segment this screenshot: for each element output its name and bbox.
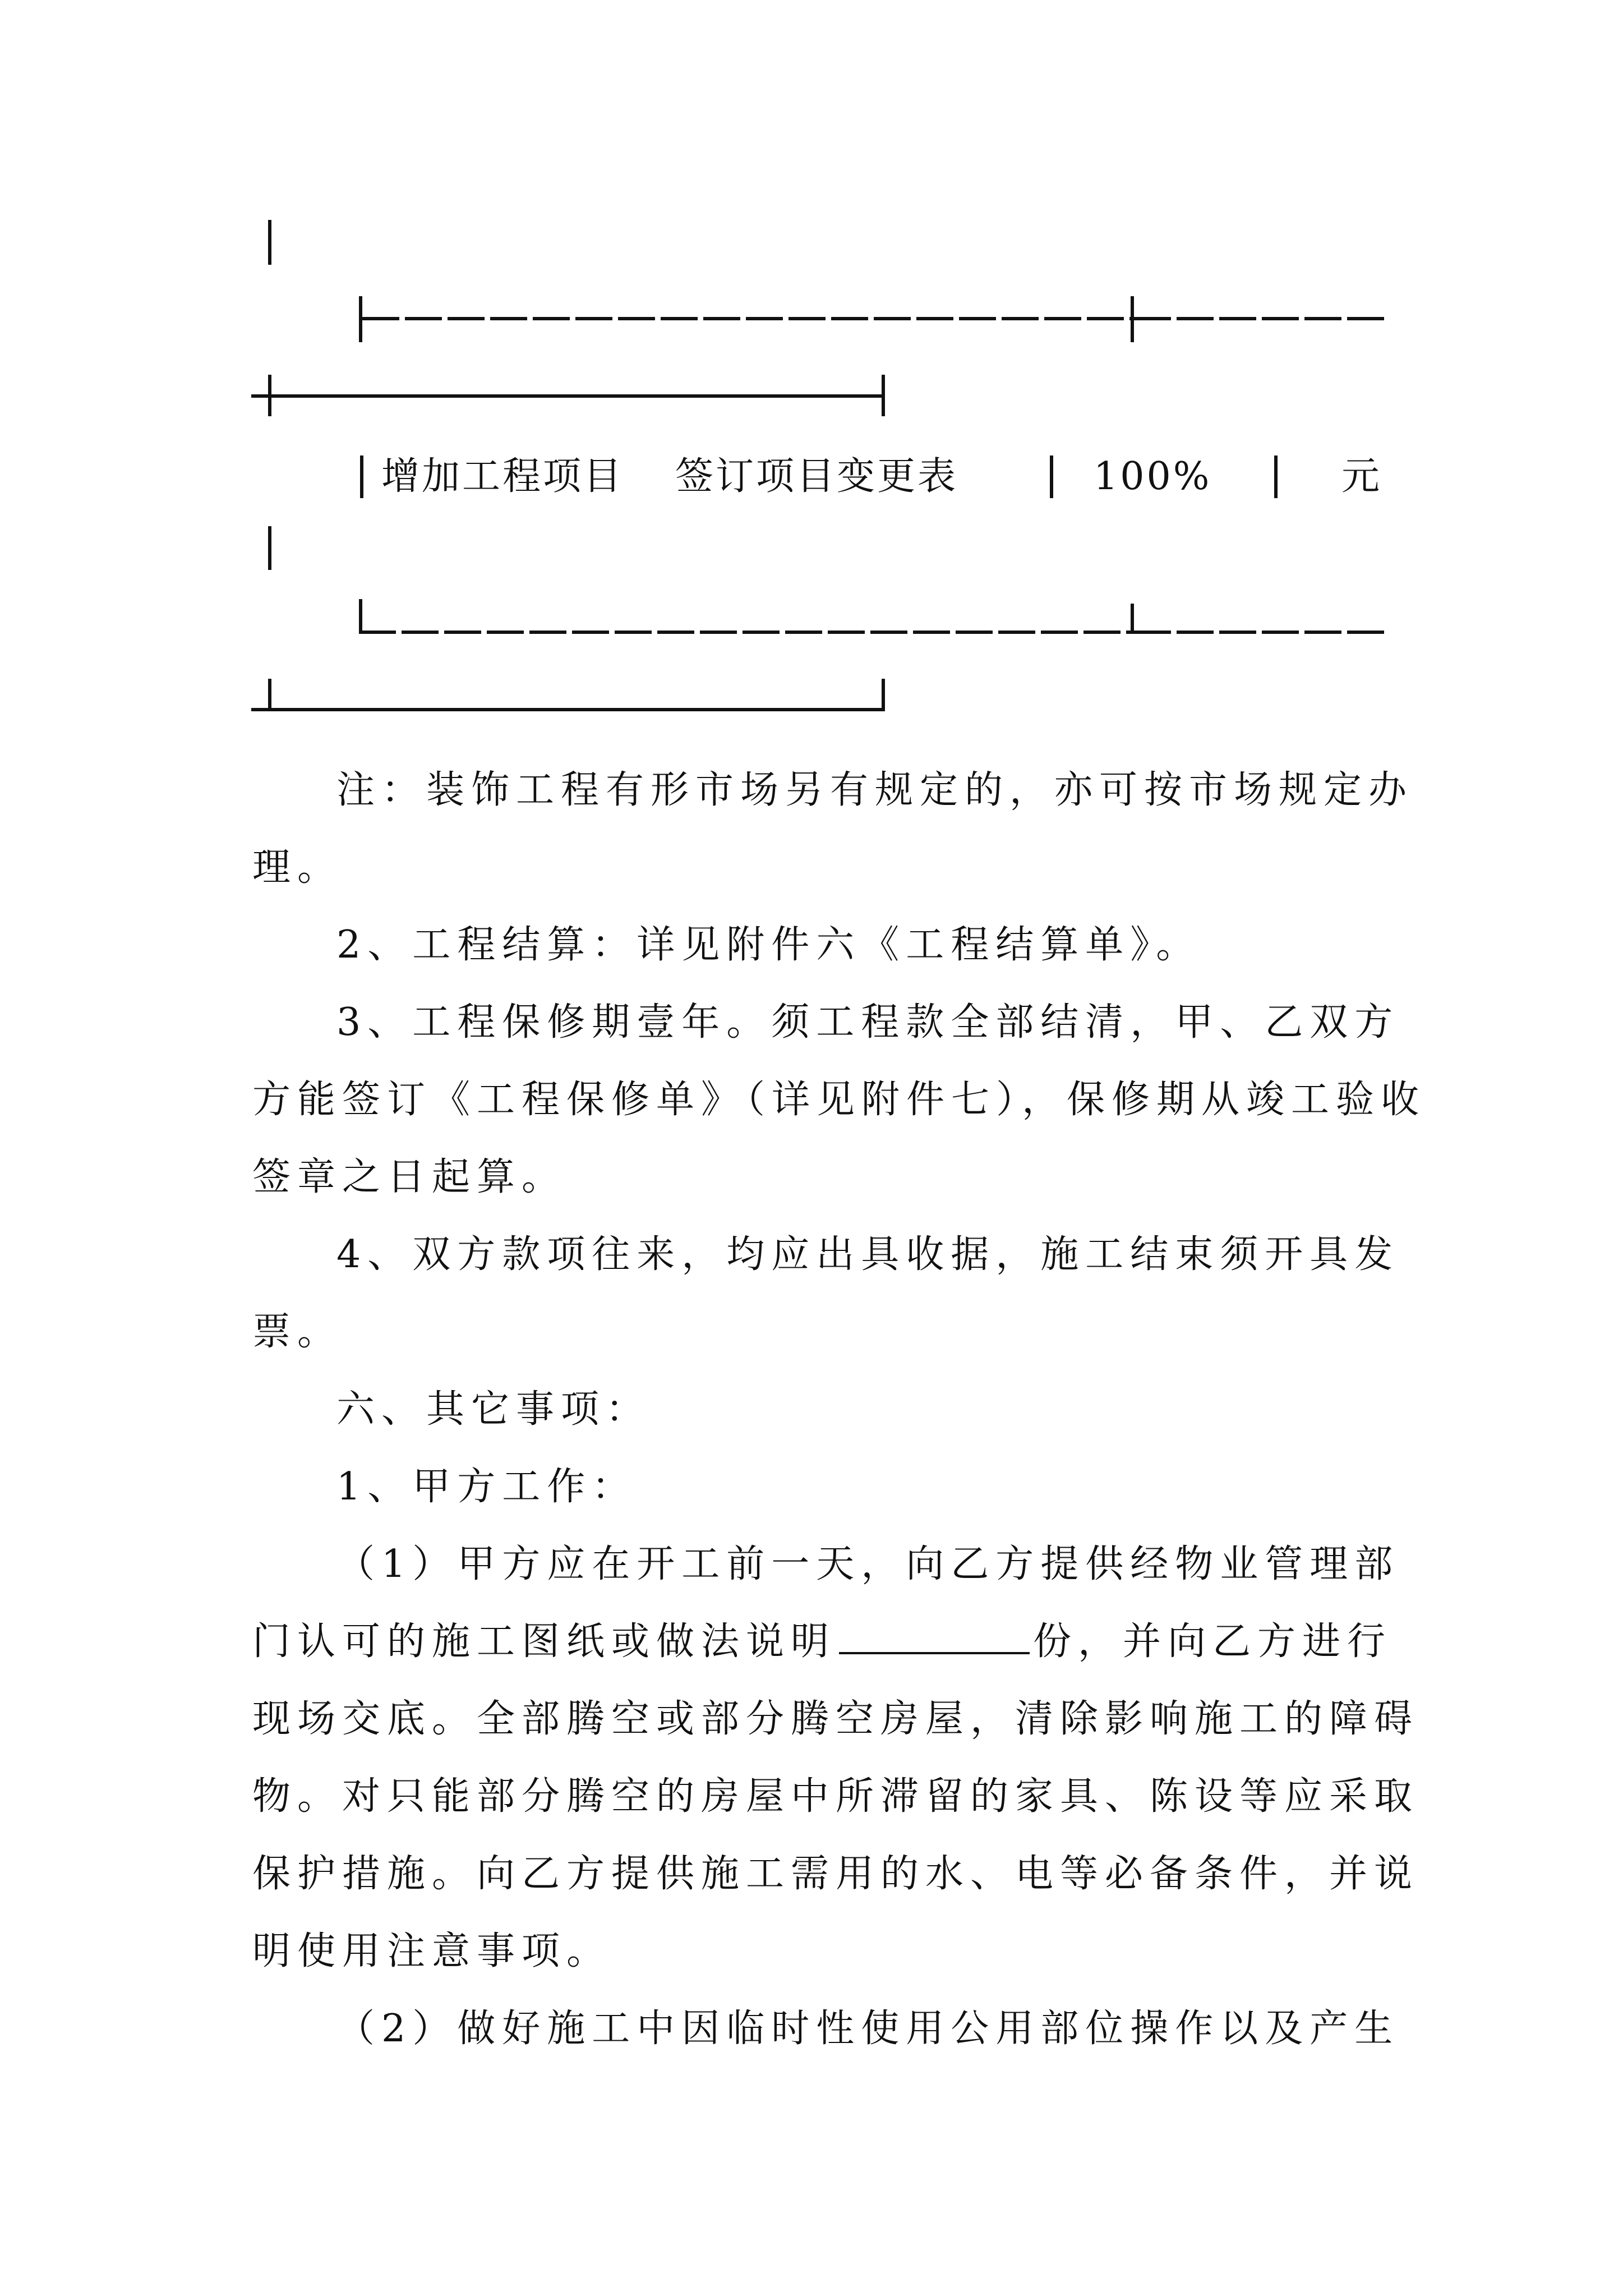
table-cell-border xyxy=(360,455,363,498)
paragraph-payments-2: 票。 xyxy=(252,1310,343,1354)
table-cell-item: 增加工程项目 xyxy=(381,454,624,499)
table-cell-border xyxy=(1274,455,1278,498)
table-divider-solid-1 xyxy=(251,394,885,398)
table-divider-dashed-1 xyxy=(362,317,1131,320)
table-border-bottom-corner xyxy=(359,599,362,634)
clause-1-line-3: 现场交底。全部腾空或部分腾空房屋，清除影响施工的障碍 xyxy=(252,1697,1419,1741)
clause-2-line-1: （2）做好施工中因临时性使用公用部位操作以及产生 xyxy=(336,2007,1400,2051)
paragraph-warranty-3: 签章之日起算。 xyxy=(252,1155,567,1199)
fill-in-blank[interactable] xyxy=(839,1618,1030,1654)
table-bottom-dashed-1 xyxy=(359,631,1131,634)
paragraph-settlement: 2、工程结算：详见附件六《工程结算单》。 xyxy=(336,923,1201,967)
paragraph-warranty-1: 3、工程保修期壹年。须工程款全部结清，甲、乙双方 xyxy=(336,1000,1400,1045)
note-line-2: 理。 xyxy=(252,845,343,890)
table-bottom-dashed-2 xyxy=(1134,631,1389,634)
paragraph-warranty-2: 方能签订《工程保修单》（详见附件七），保修期从竣工验收 xyxy=(252,1078,1426,1122)
clause-1-line-1: （1）甲方应在开工前一天，向乙方提供经物业管理部 xyxy=(336,1542,1400,1586)
subsection-heading-party-a: 1、甲方工作： xyxy=(336,1465,637,1509)
table-cell-border xyxy=(1050,455,1053,498)
clause-1-line-6: 明使用注意事项。 xyxy=(252,1929,612,1973)
note-line-1: 注：装饰工程有形市场另有规定的，亦可按市场规定办 xyxy=(336,768,1414,812)
table-border-left-stub-mid xyxy=(268,526,271,570)
table-cell-percent: 100% xyxy=(1094,454,1212,499)
table-divider-dashed-2 xyxy=(1134,317,1389,320)
table-border-bottom-left xyxy=(268,679,271,711)
section-heading-other: 六、其它事项： xyxy=(336,1387,651,1432)
table-border-right-junction xyxy=(882,375,885,416)
clause-1-line-4: 物。对只能部分腾空的房屋中所滞留的家具、陈设等应采取 xyxy=(252,1774,1419,1819)
table-border-left-stub-top xyxy=(268,220,271,265)
table-border-bottom-mid xyxy=(1131,604,1134,634)
table-border-bottom-right xyxy=(882,679,885,711)
paragraph-payments-1: 4、双方款项往来，均应出具收据，施工结束须开具发 xyxy=(336,1232,1400,1277)
clause-1-line-2 xyxy=(252,1611,1392,1665)
clause-1-line-2-text-b: 份，并向乙方进行 xyxy=(1033,1619,1393,1664)
clause-1-line-2-text-a: 门认可的施工图纸或做法说明 xyxy=(252,1619,836,1664)
clause-1-line-5: 保护措施。向乙方提供施工需用的水、电等必备条件，并说 xyxy=(252,1852,1419,1896)
table-cell-document: 签订项目变更表 xyxy=(675,454,958,499)
table-cell-unit: 元 xyxy=(1341,454,1382,499)
table-bottom-solid xyxy=(251,708,885,711)
